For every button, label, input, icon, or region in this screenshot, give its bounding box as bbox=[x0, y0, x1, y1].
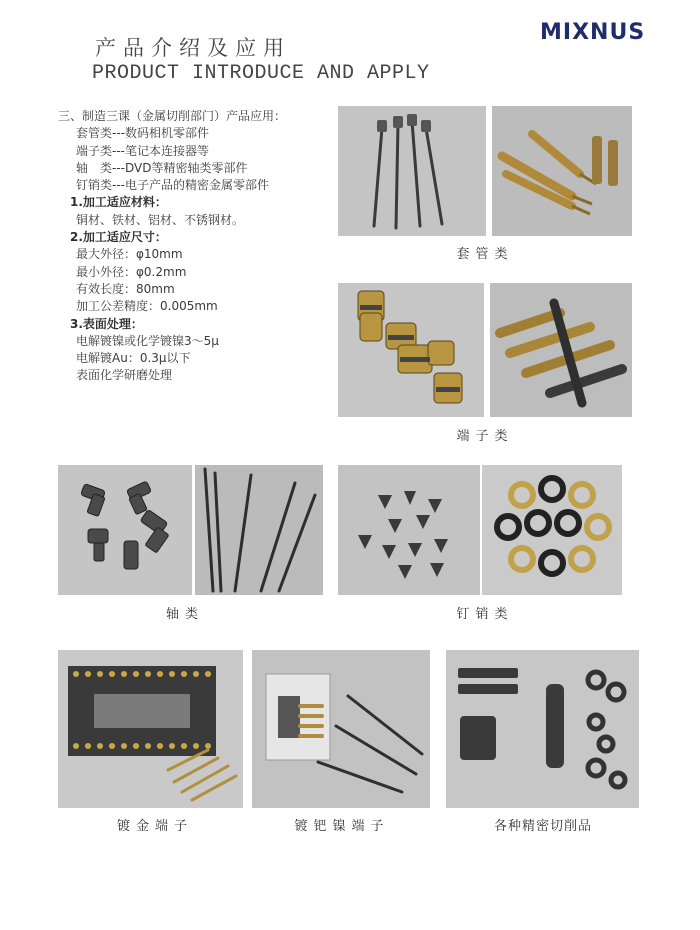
application-item: 端子类---笔记本连接器等 bbox=[76, 143, 209, 158]
caption-terminal: 端子类 bbox=[456, 429, 514, 444]
materials-title: 1.加工适应材料： bbox=[70, 195, 167, 210]
caption-pd-terminal: 镀钯镍端子 bbox=[294, 819, 390, 834]
shaft-photo-screws bbox=[58, 465, 192, 595]
pin-photo-cones bbox=[338, 465, 480, 595]
sleeve-photo-needles bbox=[338, 106, 486, 236]
page-title-en: PRODUCT INTRODUCE AND APPLY bbox=[92, 62, 430, 85]
product-application-text bbox=[58, 108, 338, 385]
pd-terminal-photo bbox=[252, 650, 430, 808]
size-item: 有效长度：80mm bbox=[76, 281, 175, 296]
surface-item: 电解镀镍或化学镀镍3～5μ bbox=[76, 333, 219, 348]
precision-parts-photo bbox=[446, 650, 639, 808]
pin-photo-rings bbox=[482, 465, 622, 595]
size-item: 最小外径：φ0.2mm bbox=[76, 264, 187, 279]
surface-item: 电解镀Au：0.3μ以下 bbox=[76, 351, 191, 366]
surface-title: 3.表面处理： bbox=[70, 316, 143, 331]
application-item: 轴 类---DVD等精密轴类零部件 bbox=[76, 160, 248, 175]
materials-text: 铜材、铁材、铝材、不锈钢材。 bbox=[76, 212, 245, 227]
size-item: 最大外径：φ10mm bbox=[76, 247, 183, 262]
application-item: 套管类---数码相机零部件 bbox=[76, 126, 209, 141]
caption-gold-terminal: 镀金端子 bbox=[116, 819, 193, 834]
caption-pin: 钉销类 bbox=[456, 607, 514, 622]
size-title: 2.加工适应尺寸： bbox=[70, 230, 167, 245]
shaft-photo-rods bbox=[195, 465, 323, 595]
page-title-cn: 产品介绍及应用 bbox=[95, 36, 291, 60]
terminal-photo-cylinders bbox=[338, 283, 484, 417]
caption-sleeve: 套管类 bbox=[456, 247, 514, 262]
caption-precision-parts: 各种精密切削品 bbox=[493, 819, 592, 834]
terminal-photo-pins bbox=[490, 283, 632, 417]
gold-terminal-photo bbox=[58, 650, 243, 808]
surface-item: 表面化学研磨处理 bbox=[76, 368, 173, 383]
size-item: 加工公差精度：0.005mm bbox=[76, 299, 218, 314]
section-heading: 三、制造三课（金属切削部门）产品应用： bbox=[58, 109, 287, 123]
sleeve-photo-brass bbox=[492, 106, 632, 236]
caption-shaft: 轴类 bbox=[165, 607, 204, 622]
application-item: 钉销类---电子产品的精密金属零部件 bbox=[76, 178, 269, 193]
company-logo: MIXNUS bbox=[540, 20, 646, 45]
